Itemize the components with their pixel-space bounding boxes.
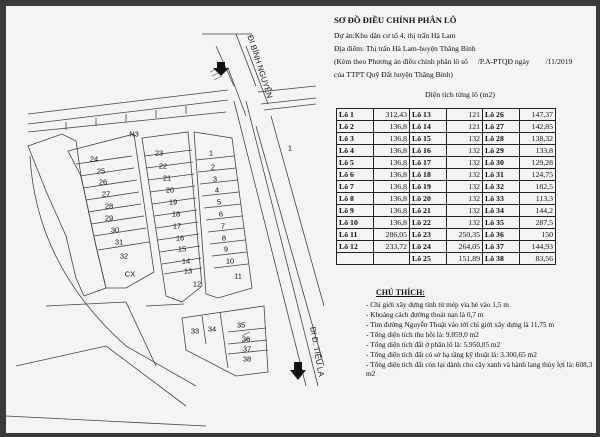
info-panel (324, 6, 596, 433)
lot-area-cell: 133,8 (520, 145, 556, 157)
table-row (337, 133, 556, 145)
lot-name-cell: Lô 4 (337, 145, 374, 157)
table-row (337, 193, 556, 205)
lot-area-cell: 136,8 (374, 121, 410, 133)
lot-area-cell: 132 (447, 181, 483, 193)
lot-number-label: 6 (218, 209, 224, 219)
attached-suffix: của TTPT Quỹ Đất huyện Thăng Bình) (334, 70, 453, 79)
table-row (337, 145, 556, 157)
note-item: - Tổng diện tích thu hồi là: 9.859,0 m2 (366, 330, 479, 339)
lot-area-cell: 132 (447, 169, 483, 181)
lot-area-cell: 144,93 (520, 241, 556, 253)
lot-area-cell: 136,8 (374, 217, 410, 229)
lot-area-cell: 83,56 (520, 253, 556, 265)
lot-number-label: 20 (165, 185, 175, 195)
lot-area-cell: 136,8 (374, 145, 410, 157)
lot-name-cell: Lô 36 (483, 229, 520, 241)
lot-number-label: 28 (104, 201, 114, 211)
lot-name-cell: Lô 19 (410, 181, 447, 193)
lot-area-cell: 233,72 (374, 241, 410, 253)
lot-name-cell: Lô 17 (410, 157, 447, 169)
lot-number-label: 9 (223, 244, 229, 254)
lot-area-cell: 286,05 (374, 229, 410, 241)
lot-name-cell: Lô 5 (337, 157, 374, 169)
lot-number-label: 14 (181, 256, 191, 266)
lot-number-label: 24 (89, 154, 99, 164)
lot-area-cell: 136,8 (374, 193, 410, 205)
table-row (337, 253, 556, 265)
lot-name-cell: Lô 9 (337, 205, 374, 217)
lot-number-label: 5 (216, 197, 222, 207)
lot-area-cell: 121 (447, 109, 483, 121)
lot-name-cell: Lô 24 (410, 241, 447, 253)
lot-number-label: 38 (242, 354, 252, 364)
lot-area-cell: 129,28 (520, 157, 556, 169)
lot-name-cell: Lô 2 (337, 121, 374, 133)
table-row (337, 121, 556, 133)
note-item: - Khoảng cách đường thoát nạn là 0,7 m (366, 310, 484, 319)
lot-name-cell: Lô 7 (337, 181, 374, 193)
lot-name-cell: Lô 23 (410, 229, 447, 241)
lot-name-cell: Lô 25 (410, 253, 447, 265)
lot-name-cell: Lô 30 (483, 157, 520, 169)
marker-cx: CX (124, 269, 136, 279)
lot-name-cell: Lô 38 (483, 253, 520, 265)
lot-area-cell: 121 (447, 121, 483, 133)
lot-name-cell: Lô 1 (337, 109, 374, 121)
lot-name-cell: Lô 18 (410, 169, 447, 181)
page-title: SƠ ĐỒ ĐIỀU CHỈNH PHÂN LÔ (334, 15, 457, 25)
lot-name-cell: Lô 10 (337, 217, 374, 229)
lot-name-cell: Lô 32 (483, 181, 520, 193)
table-row (337, 205, 556, 217)
lot-number-label: 29 (104, 213, 114, 223)
lot-area-cell (374, 253, 410, 265)
lot-number-label: 8 (221, 233, 227, 243)
attached-line (334, 57, 572, 66)
project-line: Dự án:Khu dân cư tổ 4, thị trấn Hà Lam (334, 31, 456, 40)
lot-number-label: 19 (168, 197, 178, 207)
lot-area-cell: 132 (447, 133, 483, 145)
lot-name-cell: Lô 22 (410, 217, 447, 229)
lot-name-cell: Lô 16 (410, 145, 447, 157)
notes-heading: CHÚ THÍCH: (376, 288, 425, 297)
lot-area-cell: 132 (447, 157, 483, 169)
lot-area-cell: 132 (447, 217, 483, 229)
lot-name-cell: Lô 33 (483, 193, 520, 205)
arrow-up-icon (213, 62, 229, 76)
lot-area-cell: 250,35 (447, 229, 483, 241)
note-item: - Tổng diện tích đất ở phân lô là: 5.950,05 m2 (366, 340, 501, 349)
lot-area-cell: 287,5 (520, 217, 556, 229)
lot-name-cell: Lô 35 (483, 217, 520, 229)
marker-1: 1 (287, 143, 293, 153)
lot-area-cell: 144,2 (520, 205, 556, 217)
lot-name-cell: Lô 34 (483, 205, 520, 217)
area-heading: Diện tích từng lô (m2) (424, 90, 496, 99)
lot-number-label: 26 (98, 177, 108, 187)
lot-name-cell: Lô 8 (337, 193, 374, 205)
lot-number-label: 21 (162, 173, 172, 183)
lot-name-cell: Lô 14 (410, 121, 447, 133)
lot-name-cell: Lô 37 (483, 241, 520, 253)
lot-area-cell: 136,8 (374, 133, 410, 145)
lot-area-cell: 150 (520, 229, 556, 241)
lot-number-label: 33 (190, 326, 200, 336)
lot-number-label: 18 (171, 209, 181, 219)
lot-name-cell: Lô 13 (410, 109, 447, 121)
lot-number-label: 37 (242, 344, 252, 354)
attached-date: /11/2019 (545, 57, 573, 66)
lot-number-label: 34 (207, 324, 217, 334)
lot-number-label: 13 (183, 266, 193, 276)
lot-name-cell: Lô 3 (337, 133, 374, 145)
lot-name-cell: Lô 20 (410, 193, 447, 205)
lot-name-cell: Lô 29 (483, 145, 520, 157)
lot-area-cell: 113,3 (520, 193, 556, 205)
lot-number-label: 31 (114, 237, 124, 247)
table-row (337, 181, 556, 193)
lot-number-label: 27 (101, 189, 111, 199)
lot-name-cell: Lô 27 (483, 121, 520, 133)
note-item: - Tim đường Nguyễn Thuật vào tới chỉ giới xây dựng là 11,75 m (366, 320, 555, 329)
lot-area-cell: 147,37 (520, 109, 556, 121)
table-row (337, 157, 556, 169)
table-row (337, 217, 556, 229)
lot-area-table (336, 108, 556, 265)
lot-area-cell: 132 (447, 205, 483, 217)
lot-number-label: 15 (177, 244, 187, 254)
lot-area-cell: 312,43 (374, 109, 410, 121)
lot-number-label: 1 (208, 148, 214, 158)
lot-area-cell: 136,8 (374, 157, 410, 169)
lot-number-label: 7 (220, 221, 226, 231)
note-item: - Tổng diện tích đất còn lại dành cho cây xanh và hành lang thủy lợi là: 608,3 m2 (366, 360, 593, 378)
lot-area-cell: 136,8 (374, 169, 410, 181)
lot-number-label: 17 (172, 221, 182, 231)
lot-number-label: 23 (154, 148, 164, 158)
table-row (337, 109, 556, 121)
lot-name-cell: Lô 11 (337, 229, 374, 241)
table-row (337, 229, 556, 241)
lot-area-cell: 132 (447, 145, 483, 157)
lot-map (6, 6, 324, 433)
document-sheet (6, 6, 596, 433)
lot-name-cell: Lô 31 (483, 169, 520, 181)
lot-number-label: 16 (175, 233, 185, 243)
attached-number: /P.A-PTQĐ ngày (477, 57, 530, 66)
lot-number-label: 30 (110, 225, 120, 235)
lot-name-cell: Lô 12 (337, 241, 374, 253)
lot-name-cell (337, 253, 374, 265)
lot-area-cell: 138,32 (520, 133, 556, 145)
table-row (337, 241, 556, 253)
lot-name-cell: Lô 26 (483, 109, 520, 121)
lot-number-label: 10 (225, 256, 235, 266)
lot-area-cell: 151,89 (447, 253, 483, 265)
lot-number-label: 25 (96, 166, 106, 176)
lot-number-label: 22 (158, 161, 168, 171)
lot-area-cell: 182,5 (520, 181, 556, 193)
lot-number-label: 32 (119, 251, 129, 261)
lot-name-cell: Lô 28 (483, 133, 520, 145)
lot-area-cell: 132 (447, 193, 483, 205)
lot-number-label: 12 (192, 279, 202, 289)
table-row (337, 169, 556, 181)
lot-name-cell: Lô 6 (337, 169, 374, 181)
location-line: Địa điểm: Thị trấn Hà Lam-huyện Thăng Bình (334, 44, 476, 53)
lot-number-label: 35 (236, 320, 246, 330)
road-label-bottom: ĐI Đ. TIÊU LA (308, 326, 326, 378)
lot-number-label: 11 (234, 271, 242, 281)
note-item: - Tổng diện tích đất có sở hạ tầng kỹ thuật là: 3.300,65 m2 (366, 350, 537, 359)
lot-number-label: 36 (241, 334, 251, 344)
map-drawing (6, 6, 324, 433)
marker-n3: N3 (129, 129, 139, 139)
lot-area-cell: 264,05 (447, 241, 483, 253)
lot-area-cell: 142,85 (520, 121, 556, 133)
lot-number-label: 2 (210, 162, 216, 172)
note-item: - Chỉ giới xây dựng tính từ mép vỉa hè vào 1,5 m (366, 300, 509, 309)
lot-number-label: 3 (212, 174, 218, 184)
lot-name-cell: Lô 15 (410, 133, 447, 145)
lot-area-cell: 124,75 (520, 169, 556, 181)
road-label-top: ĐI BÌNH NGUYÊN (245, 34, 275, 100)
lot-name-cell: Lô 21 (410, 205, 447, 217)
lot-area-cell: 136,8 (374, 181, 410, 193)
lot-number-label: 4 (214, 185, 220, 195)
attached-prefix: (Kèm theo Phương án điều chỉnh phân lô số (334, 57, 468, 66)
lot-area-cell: 136,8 (374, 205, 410, 217)
